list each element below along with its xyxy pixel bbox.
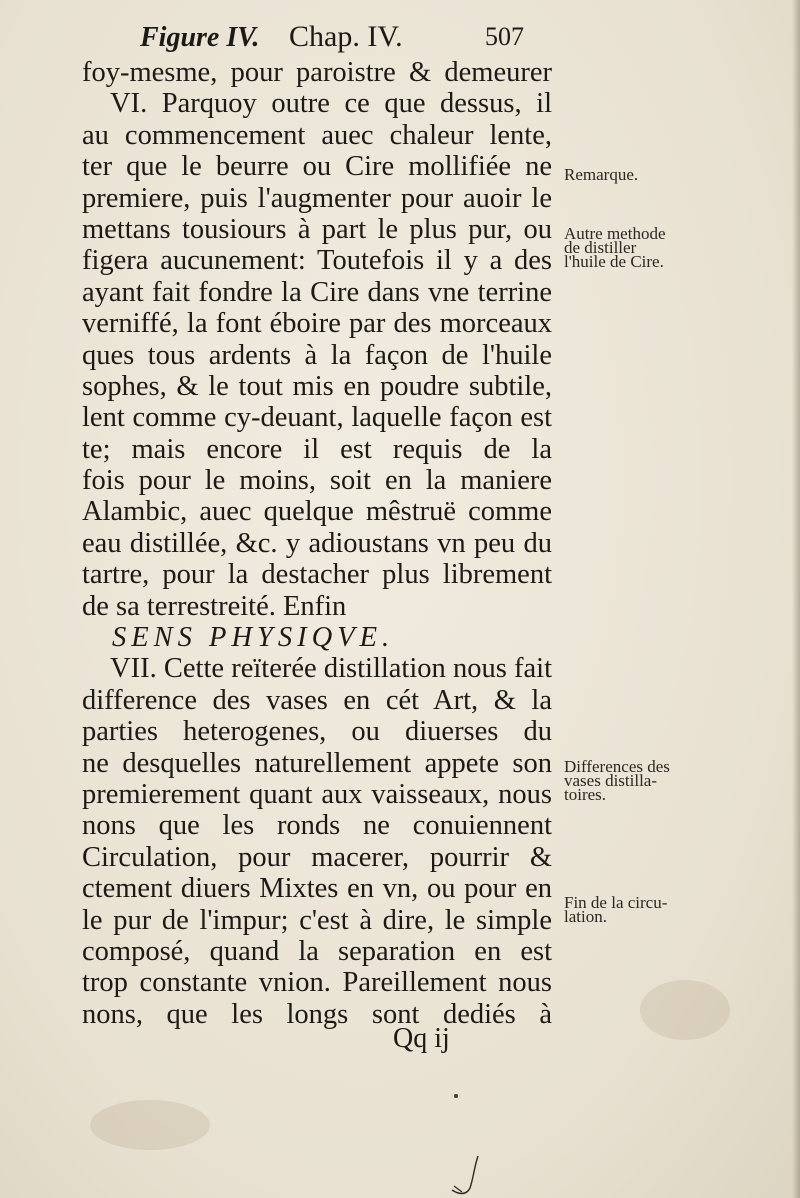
text-line: nons, que les longs sont dediés à bbox=[82, 998, 552, 1030]
text-line: ques tous ardents à la façon de l'huile bbox=[82, 339, 552, 371]
margin-note-autre-methode bbox=[564, 224, 800, 271]
paragraph-start-line: VI. Parquoy outre ce que dessus, il bbox=[110, 88, 552, 120]
text-line: Alambic, auec quelque mêstruë comme bbox=[82, 496, 552, 528]
text-line: au commencement auec chaleur lente, bbox=[82, 119, 552, 151]
ink-dot bbox=[452, 1092, 460, 1100]
text-line: te; mais encore il est requis de la bbox=[82, 433, 552, 465]
text-line: tartre, pour la destacher plus librement bbox=[82, 559, 552, 591]
text-line: fois pour le moins, soit en la maniere bbox=[82, 465, 552, 497]
margin-note-line: l'huile de Cire. bbox=[564, 252, 664, 271]
text-line: premiere, puis l'augmenter pour auoir le bbox=[82, 182, 552, 214]
margin-note-line: Autre methode bbox=[564, 224, 666, 243]
text-line: lent comme cy-deuant, laquelle façon est bbox=[82, 402, 552, 434]
page-number: 507 bbox=[485, 22, 524, 51]
paper-stain bbox=[90, 1100, 210, 1150]
text-line: sophes, & le tout mis en poudre subtile, bbox=[82, 370, 552, 402]
text-line: foy-mesme, pour paroistre & demeurer bbox=[82, 57, 552, 88]
text-line: ne desquelles naturellement appete son bbox=[82, 747, 552, 779]
text-line: de sa terrestreité. Enfin bbox=[82, 590, 347, 622]
margin-note-line: Remarque. bbox=[564, 165, 639, 184]
margin-note-line: Differences des bbox=[564, 757, 670, 776]
text-line: Circulation, pour macerer, pourrir & bbox=[82, 841, 552, 873]
text-line: eau distillée, &c. y adioustans vn peu du bbox=[82, 527, 552, 559]
text-line: ter que le beurre ou Cire mollifiée ne bbox=[82, 151, 552, 183]
text-line: mettans tousiours à part le plus pur, ou bbox=[82, 213, 552, 245]
ink-scribble bbox=[448, 1150, 488, 1198]
text-line: ctement diuers Mixtes en vn, ou pour en bbox=[82, 873, 552, 905]
text-line: le pur de l'impur; c'est à dire, le simple bbox=[82, 904, 552, 936]
main-text-block bbox=[82, 57, 552, 1030]
section-heading: SENS PHYSIQVE. bbox=[112, 622, 395, 654]
margin-note-line: lation. bbox=[564, 907, 607, 926]
running-header bbox=[0, 18, 800, 58]
margin-note-line: vases distilla- bbox=[564, 771, 658, 790]
margin-note-differences bbox=[564, 757, 800, 804]
text-line: premierement quant aux vaisseaux, nous bbox=[82, 778, 552, 810]
header-figure: Figure IV. bbox=[140, 22, 260, 53]
text-line: nons que les ronds ne conuiennent bbox=[82, 810, 552, 842]
text-line: trop constante vnion. Pareillement nous bbox=[82, 967, 552, 999]
text-line: parties heterogenes, ou diuerses du bbox=[82, 716, 552, 748]
paper-stain bbox=[640, 980, 730, 1040]
text-line: composé, quand la separation en est bbox=[82, 935, 552, 967]
text-line: ayant fait fondre la Cire dans vne terrine bbox=[82, 276, 552, 308]
text-line: difference des vases en cét Art, & la bbox=[82, 684, 552, 716]
header-chapter: Chap. IV. bbox=[289, 20, 403, 53]
margin-note-line: de distiller bbox=[564, 238, 637, 257]
text-line: verniffé, la font éboire par des morceaux bbox=[82, 308, 552, 340]
paragraph-start-line: VII. Cette reïterée distillation nous fait bbox=[110, 653, 552, 685]
margin-note-fin-circulation bbox=[564, 893, 800, 926]
margin-note-line: toires. bbox=[564, 785, 607, 804]
margin-note-remarque bbox=[564, 165, 800, 184]
margin-note-line: Fin de la circu- bbox=[564, 893, 668, 912]
text-line: figera aucunement: Toutefois il y a des bbox=[82, 245, 552, 277]
signature-mark: Qq ij bbox=[393, 1023, 450, 1054]
